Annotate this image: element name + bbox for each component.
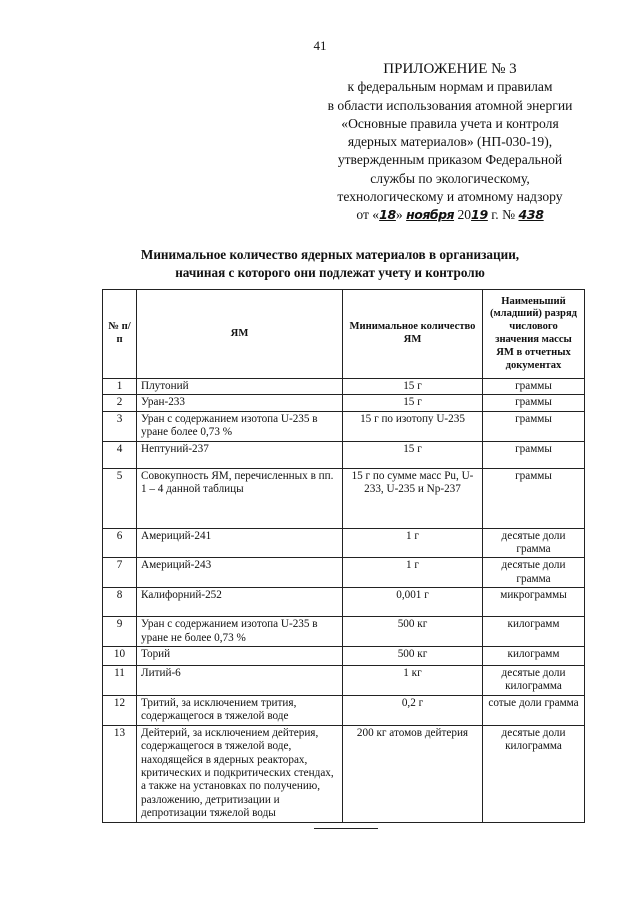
header-line: «Основные правила учета и контроля xyxy=(341,115,559,131)
row-material-cell: Плутоний xyxy=(137,379,343,395)
row-material-cell: Дейтерий, за исключением дейтерия, содержащегося в тяжелой воде, находящейся в ядерных реакторах, критических и подкритических стендах, а также на установках по получению, разложению, детритизации и депротизации тяжелой воды xyxy=(137,725,343,822)
order-date-line xyxy=(300,206,600,224)
table-body xyxy=(103,379,585,823)
table-title-line: Минимальное количество ядерных материалов в организации, xyxy=(140,247,520,262)
appendix-title: ПРИЛОЖЕНИЕ № 3 xyxy=(383,61,517,77)
table-row xyxy=(103,588,585,617)
date-number-label: г. № xyxy=(491,207,516,223)
row-unit-cell: микрограммы xyxy=(483,588,585,617)
handwritten-month: ноября xyxy=(406,207,455,223)
nuclear-materials-table xyxy=(102,289,585,823)
row-unit-cell: килограмм xyxy=(483,617,585,647)
handwritten-year: 19 xyxy=(471,207,488,223)
col-header-num: № п/п xyxy=(103,290,137,379)
handwritten-order-number: 438 xyxy=(518,207,544,223)
row-material-cell: Уран с содержанием изотопа U-235 в уране более 0,73 % xyxy=(137,411,343,441)
col-header-min-qty: Минимальное количество ЯМ xyxy=(343,290,483,379)
row-num-cell: 9 xyxy=(103,617,137,647)
table-row xyxy=(103,647,585,666)
col-header-material: ЯМ xyxy=(137,290,343,379)
table-row xyxy=(103,395,585,411)
table-row xyxy=(103,617,585,647)
row-num-cell: 7 xyxy=(103,558,137,588)
row-unit-cell: сотые доли грамма xyxy=(483,695,585,725)
header-line: в области использования атомной энергии xyxy=(327,97,573,113)
table-title-line: начиная с которого они подлежат учету и контролю xyxy=(175,265,485,280)
col-header-unit: Наименьший (младший) разряд числового значения массы ЯМ в отчетных документах xyxy=(483,290,585,379)
row-qty-cell: 500 кг xyxy=(343,617,483,647)
row-num-cell: 13 xyxy=(103,725,137,822)
table-row xyxy=(103,468,585,528)
row-num-cell: 8 xyxy=(103,588,137,617)
row-material-cell: Торий xyxy=(137,647,343,666)
row-qty-cell: 15 г по изотопу U-235 xyxy=(343,411,483,441)
row-num-cell: 2 xyxy=(103,395,137,411)
table-row xyxy=(103,558,585,588)
row-num-cell: 11 xyxy=(103,666,137,696)
row-qty-cell: 200 кг атомов дейтерия xyxy=(343,725,483,822)
row-material-cell: Уран с содержанием изотопа U-235 в уране не более 0,73 % xyxy=(137,617,343,647)
table-row xyxy=(103,441,585,468)
table-row xyxy=(103,379,585,395)
row-unit-cell: граммы xyxy=(483,379,585,395)
row-qty-cell: 0,001 г xyxy=(343,588,483,617)
appendix-header xyxy=(300,60,600,225)
row-qty-cell: 1 кг xyxy=(343,666,483,696)
table-row xyxy=(103,695,585,725)
date-year-prefix: 20 xyxy=(457,207,472,223)
row-qty-cell: 1 г xyxy=(343,558,483,588)
row-material-cell: Америций-241 xyxy=(137,528,343,558)
row-qty-cell: 15 г xyxy=(343,441,483,468)
row-unit-cell: десятые доли килограмма xyxy=(483,725,585,822)
row-material-cell: Совокупность ЯМ, перечисленных в пп. 1 – 4 данной таблицы xyxy=(137,468,343,528)
row-num-cell: 5 xyxy=(103,468,137,528)
row-material-cell: Америций-243 xyxy=(137,558,343,588)
row-num-cell: 12 xyxy=(103,695,137,725)
row-qty-cell: 500 кг xyxy=(343,647,483,666)
row-qty-cell: 15 г xyxy=(343,379,483,395)
date-prefix: от « xyxy=(356,207,380,223)
header-line: утвержденным приказом Федеральной xyxy=(337,152,563,168)
row-num-cell: 10 xyxy=(103,647,137,666)
end-divider xyxy=(314,828,378,829)
page-number: 41 xyxy=(313,38,327,53)
header-line: к федеральным нормам и правилам xyxy=(347,79,553,95)
header-line: ядерных материалов» (НП-030-19), xyxy=(347,134,553,150)
row-material-cell: Нептуний-237 xyxy=(137,441,343,468)
table-row xyxy=(103,666,585,696)
header-line: службы по экологическому, xyxy=(370,170,530,186)
table-row xyxy=(103,411,585,441)
row-material-cell: Литий-6 xyxy=(137,666,343,696)
row-num-cell: 6 xyxy=(103,528,137,558)
table-row xyxy=(103,725,585,822)
date-mid: » xyxy=(395,207,403,223)
table-row xyxy=(103,528,585,558)
table-header-row xyxy=(103,290,585,379)
row-qty-cell: 15 г xyxy=(343,395,483,411)
row-num-cell: 1 xyxy=(103,379,137,395)
row-material-cell: Калифорний-252 xyxy=(137,588,343,617)
handwritten-day: 18 xyxy=(379,207,396,223)
row-qty-cell: 1 г xyxy=(343,528,483,558)
row-qty-cell: 15 г по сумме масс Pu, U-233, U-235 и Np-237 xyxy=(343,468,483,528)
row-unit-cell: десятые доли грамма xyxy=(483,528,585,558)
row-material-cell: Уран-233 xyxy=(137,395,343,411)
row-unit-cell: десятые доли грамма xyxy=(483,558,585,588)
row-unit-cell: килограмм xyxy=(483,647,585,666)
row-num-cell: 3 xyxy=(103,411,137,441)
row-material-cell: Тритий, за исключением трития, содержащегося в тяжелой воде xyxy=(137,695,343,725)
row-qty-cell: 0,2 г xyxy=(343,695,483,725)
row-unit-cell: граммы xyxy=(483,441,585,468)
header-line: технологическому и атомному надзору xyxy=(337,189,563,205)
row-unit-cell: граммы xyxy=(483,468,585,528)
row-unit-cell: десятые доли килограмма xyxy=(483,666,585,696)
row-num-cell: 4 xyxy=(103,441,137,468)
table-title xyxy=(80,246,580,282)
row-unit-cell: граммы xyxy=(483,395,585,411)
row-unit-cell: граммы xyxy=(483,411,585,441)
